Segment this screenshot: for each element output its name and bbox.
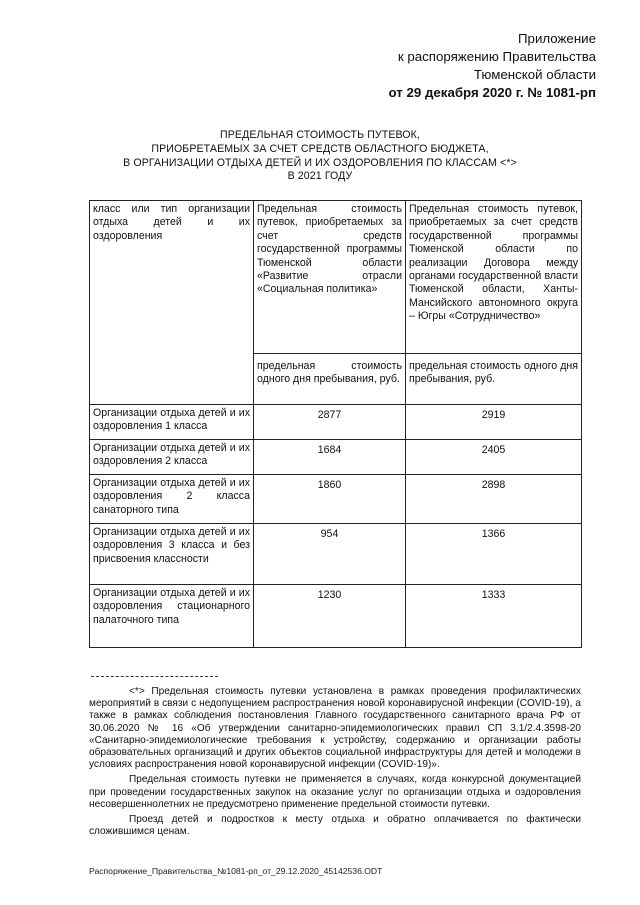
row-value-2: 1333 xyxy=(406,585,582,648)
header-program-social-policy: Предельная стоимость путевок, приобретаемых за счет средств государственной программы Тюменской области «Развитие отрасли «Социальная политика» xyxy=(254,201,406,354)
row-value-2: 1366 xyxy=(406,524,582,585)
row-name: Организации отдыха детей и их оздоровления 3 класса и без присвоения классности xyxy=(90,524,254,585)
footnote-2: Предельная стоимость путевки не применяется в случаях, когда конкурсной документацией при проведении государственных закупок на оказание услуг по организации отдыха и оздоровления несовершеннолетних не предусмотрено применение предельной стоимости путевки. xyxy=(89,774,581,810)
table-row xyxy=(90,524,582,585)
title-line-4: В 2021 ГОДУ xyxy=(287,170,353,183)
footnote-separator xyxy=(91,676,218,677)
row-value-2: 2405 xyxy=(406,440,582,475)
title-line-2: ПРИОБРЕТАЕМЫХ ЗА СЧЕТ СРЕДСТВ ОБЛАСТНОГО БЮДЖЕТА, xyxy=(151,142,489,155)
row-value-1: 1860 xyxy=(254,475,406,524)
row-name: Организации отдыха детей и их оздоровления стационарного палаточного типа xyxy=(90,585,254,648)
file-name-footer: Распоряжение_Правительства_№1081-рп_от_29.12.2020_45142536.ODT xyxy=(89,866,383,876)
row-value-2: 2919 xyxy=(406,405,582,440)
row-name: Организации отдыха детей и их оздоровления 2 класса xyxy=(90,440,254,475)
subheader-day-cost-2: предельная стоимость одного дня пребывания, руб. xyxy=(406,354,582,405)
appendix-line-3: Тюменской области xyxy=(473,67,596,82)
document-title xyxy=(80,129,560,184)
row-name: Организации отдыха детей и их оздоровления 2 класса санаторного типа xyxy=(90,475,254,524)
table-row xyxy=(90,475,582,524)
row-value-1: 1230 xyxy=(254,585,406,648)
header-organization-type: класс или тип организации отдыха детей и их оздоровления xyxy=(90,201,254,405)
appendix-date-number: от 29 декабря 2020 г. № 1081-рп xyxy=(388,85,596,100)
footnote-3: Проезд детей и подростков к месту отдыха и обратно оплачивается по фактически сложившимся ценам. xyxy=(89,814,581,838)
footnotes xyxy=(89,686,581,841)
table-row xyxy=(90,440,582,475)
row-name: Организации отдыха детей и их оздоровления 1 класса xyxy=(90,405,254,440)
table-row xyxy=(90,585,582,648)
price-table xyxy=(89,200,582,648)
appendix-line-2: к распоряжению Правительства xyxy=(397,49,596,64)
table-row xyxy=(90,405,582,440)
subheader-day-cost-1: предельная стоимость одного дня пребывания, руб. xyxy=(254,354,406,405)
row-value-1: 1684 xyxy=(254,440,406,475)
title-line-3: В ОРГАНИЗАЦИИ ОТДЫХА ДЕТЕЙ И ИХ ОЗДОРОВЛЕНИЯ ПО КЛАССАМ <*> xyxy=(123,156,517,169)
appendix-line-1: Приложение xyxy=(518,31,596,46)
table-header-row xyxy=(90,201,582,354)
header-program-cooperation: Предельная стоимость путевок, приобретаемых за счет средств государственной программы Тюменской области по реализации Договора между органами государственной власти Тюменской области, Ханты-Мансийского автономного округа – Югры «Сотрудничество» xyxy=(406,201,582,354)
row-value-1: 2877 xyxy=(254,405,406,440)
row-value-1: 954 xyxy=(254,524,406,585)
title-line-1: ПРЕДЕЛЬНАЯ СТОИМОСТЬ ПУТЕВОК, xyxy=(220,129,420,141)
row-value-2: 2898 xyxy=(406,475,582,524)
appendix-block xyxy=(388,30,596,102)
footnote-1: <*> Предельная стоимость путевки установлена в рамках проведения профилактических мероприятий в связи с недопущением распространения новой коронавирусной инфекции (COVID-19), а также в рамках соблюдения постановления Главного государственного санитарного врача РФ от 30.06.2020 № 16 «Об утверждении санитарно-эпидемиологических правил СП 3.1/2.4.3598-20 «Санитарно-эпидемиологические требования к устройству, содержанию и организации работы образовательных организаций и других объектов социальной инфраструктуры для детей и молодежи в условиях распространения новой коронавирусной инфекции (COVID-19)». xyxy=(89,686,581,771)
